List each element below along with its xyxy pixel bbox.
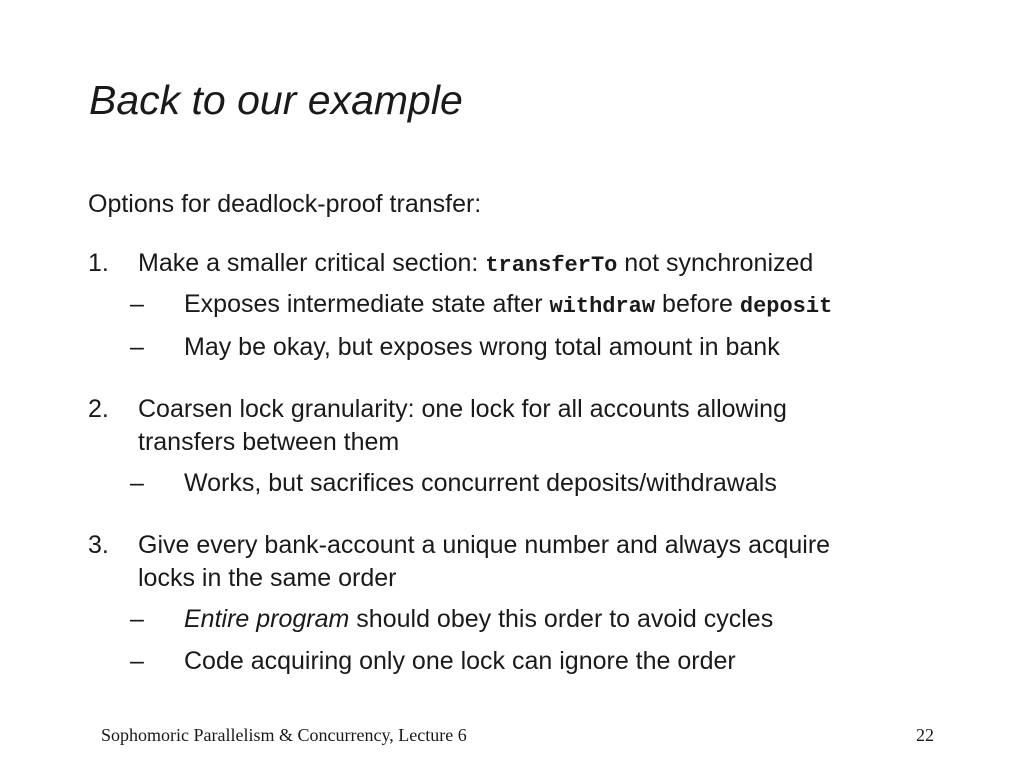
option-1-code-transferto: transferTo	[485, 253, 618, 278]
footer-course-title: Sophomoric Parallelism & Concurrency, Lecture 6	[101, 725, 467, 745]
option-2-line-2: transfers between them	[138, 428, 400, 456]
option-1-sub-1-text1: Exposes intermediate state after	[184, 290, 550, 318]
option-2-sub-1-text: Works, but sacrifices concurrent deposits/withdrawals	[184, 469, 777, 497]
option-3-sub-1-italic: Entire program	[184, 605, 350, 633]
option-1-sub-1-code-deposit: deposit	[739, 294, 833, 319]
option-1-sub-1-dash: –	[130, 290, 144, 318]
option-1-sub-1-code-withdraw: withdraw	[549, 294, 656, 319]
slide-title: Back to our example	[89, 77, 463, 123]
option-3-line-2: locks in the same order	[138, 564, 397, 592]
option-1-sub-2-text: May be okay, but exposes wrong total amount in bank	[184, 333, 780, 361]
option-3-number: 3.	[88, 531, 109, 559]
option-1-text	[138, 247, 813, 282]
option-3-sub-1-text	[184, 603, 773, 635]
option-2-line-1: Coarsen lock granularity: one lock for all accounts allowing	[138, 395, 787, 423]
option-3-line-1: Give every bank-account a unique number and always acquire	[138, 531, 831, 559]
option-3-sub-1-rest: should obey this order to avoid cycles	[349, 605, 774, 633]
footer-page-number: 22	[916, 725, 934, 745]
option-1-number: 1.	[88, 249, 109, 277]
intro-text: Options for deadlock-proof transfer:	[88, 190, 482, 218]
option-3-sub-2-dash: –	[130, 647, 144, 675]
option-1-text-after: not synchronized	[617, 249, 814, 277]
option-2-sub-1-dash: –	[130, 469, 144, 497]
option-2-number: 2.	[88, 395, 109, 423]
option-3-sub-2-text: Code acquiring only one lock can ignore the order	[184, 647, 736, 675]
option-1-sub-1-text2: before	[655, 290, 740, 318]
option-1-sub-1-text	[184, 288, 832, 323]
option-3-sub-1-dash: –	[130, 605, 144, 633]
option-1-sub-2-dash: –	[130, 333, 144, 361]
option-1-text-before: Make a smaller critical section:	[138, 249, 486, 277]
